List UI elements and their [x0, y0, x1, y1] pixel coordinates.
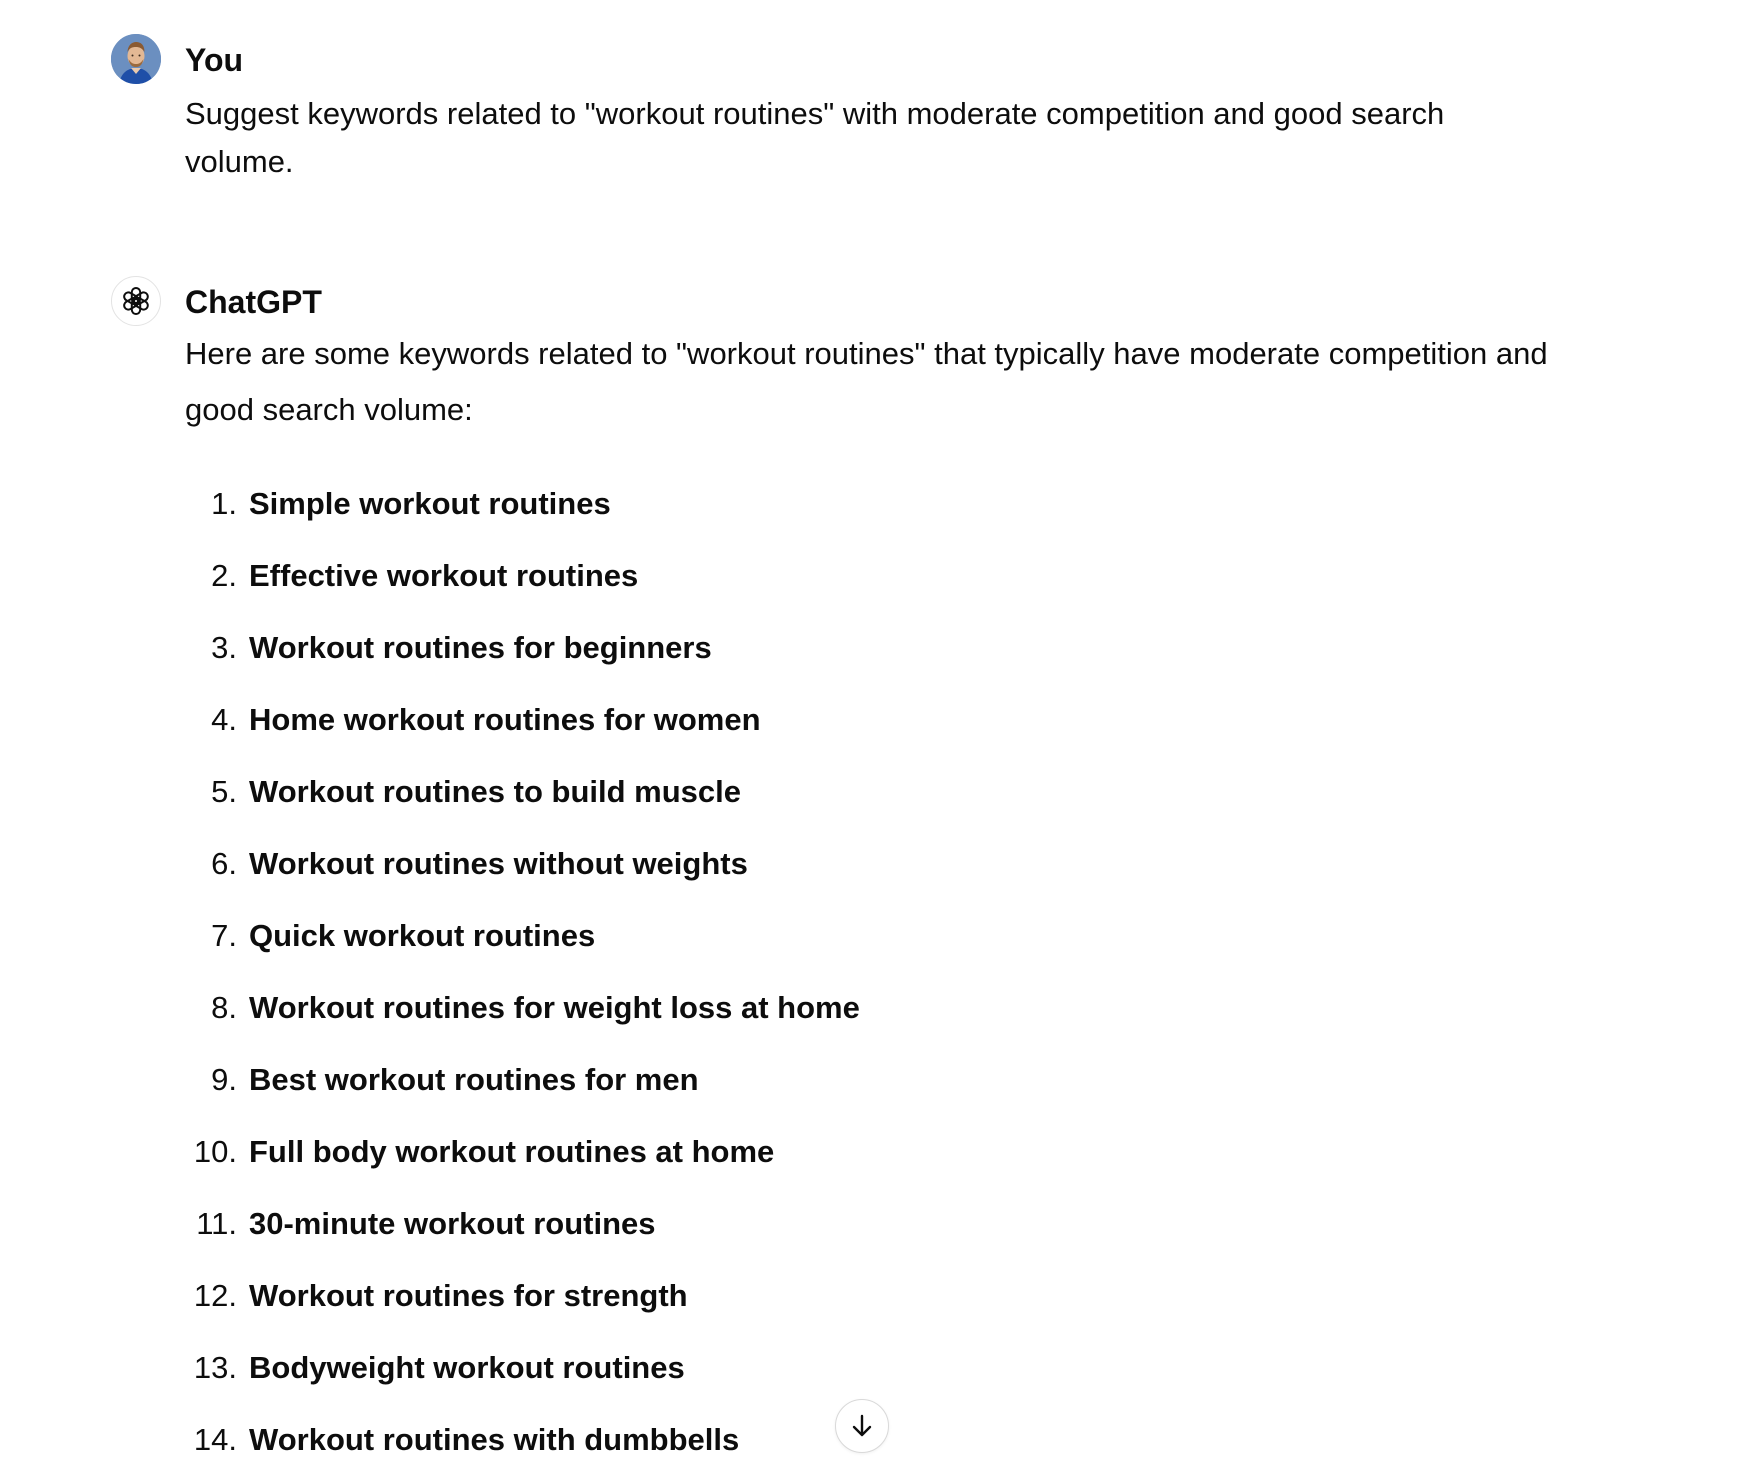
- keyword-text: Effective workout routines: [249, 558, 639, 593]
- keyword-list-item: [185, 900, 1625, 972]
- keyword-text: Quick workout routines: [249, 918, 596, 953]
- keyword-number: 6.: [211, 846, 237, 881]
- keyword-list: [185, 468, 1625, 1476]
- keyword-number: 10.: [193, 1134, 237, 1169]
- keyword-number: 5.: [211, 774, 237, 809]
- keyword-list-item: [185, 828, 1625, 900]
- keyword-list-item: [185, 972, 1625, 1044]
- arrow-down-icon: [848, 1412, 876, 1440]
- keyword-number: 14.: [193, 1422, 237, 1457]
- keyword-text: Bodyweight workout routines: [249, 1350, 685, 1385]
- keyword-number: 7.: [211, 918, 237, 953]
- user-message-text: Suggest keywords related to "workout routines" with moderate competition and good search volume.: [185, 96, 1445, 179]
- user-message-content: [185, 34, 1625, 186]
- keyword-list-item: [185, 1188, 1625, 1260]
- keyword-list-item: [185, 540, 1625, 612]
- keyword-number: 1.: [211, 486, 237, 521]
- user-author-label: You: [185, 42, 244, 78]
- user-avatar[interactable]: [111, 34, 161, 84]
- keyword-list-item: [185, 468, 1625, 540]
- keyword-text: Workout routines without weights: [249, 846, 748, 881]
- keyword-list-item: [185, 684, 1625, 756]
- keyword-number: 9.: [211, 1062, 237, 1097]
- user-avatar-photo-icon: [111, 34, 161, 84]
- keyword-text: Full body workout routines at home: [249, 1134, 775, 1169]
- keyword-list-item: [185, 1404, 1625, 1476]
- keyword-text: Workout routines for strength: [249, 1278, 688, 1313]
- keyword-list-item: [185, 756, 1625, 828]
- keyword-text: Workout routines for beginners: [249, 630, 712, 665]
- keyword-list-item: [185, 1332, 1625, 1404]
- keyword-number: 13.: [193, 1350, 237, 1385]
- keyword-text: Workout routines to build muscle: [249, 774, 742, 809]
- keyword-number: 3.: [211, 630, 237, 665]
- assistant-message-content: [185, 276, 1625, 1476]
- keyword-list-item: [185, 1116, 1625, 1188]
- keyword-text: Home workout routines for women: [249, 702, 761, 737]
- openai-logo-icon: [119, 284, 153, 318]
- keyword-list-item: [185, 1260, 1625, 1332]
- assistant-avatar: [111, 276, 161, 326]
- assistant-author-label: ChatGPT: [185, 284, 322, 320]
- keyword-number: 12.: [193, 1278, 237, 1313]
- keyword-text: Best workout routines for men: [249, 1062, 699, 1097]
- keyword-number: 4.: [211, 702, 237, 737]
- keyword-text: Simple workout routines: [249, 486, 611, 521]
- keyword-text: Workout routines with dumbbells: [249, 1422, 740, 1457]
- keyword-list-item: [185, 1044, 1625, 1116]
- keyword-text: Workout routines for weight loss at home: [249, 990, 860, 1025]
- scroll-to-bottom-button[interactable]: [835, 1399, 889, 1453]
- keyword-text: 30-minute workout routines: [249, 1206, 656, 1241]
- keyword-list-item: [185, 612, 1625, 684]
- keyword-number: 11.: [196, 1206, 237, 1241]
- keyword-number: 8.: [211, 990, 237, 1025]
- keyword-number: 2.: [211, 558, 237, 593]
- assistant-intro-text: Here are some keywords related to "workout routines" that typically have moderate competition and good search volume:: [185, 336, 1548, 427]
